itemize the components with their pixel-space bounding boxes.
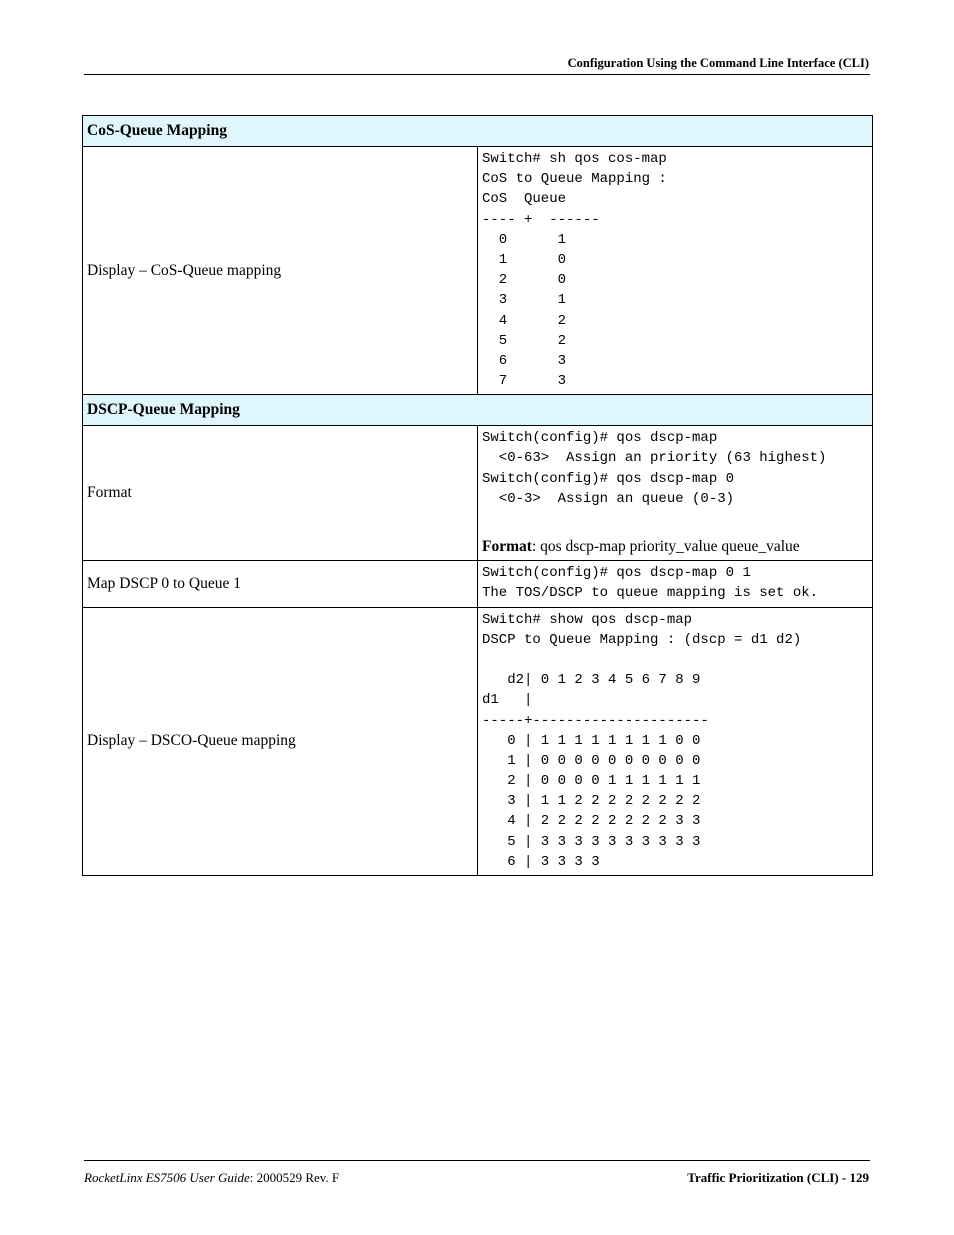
table-row-map bbox=[83, 561, 873, 607]
cli-reference-table bbox=[82, 115, 873, 876]
code-line bbox=[482, 509, 868, 529]
row-label-cos-display: Display – CoS-Queue mapping bbox=[83, 147, 478, 395]
code-line: 3 | 1 1 2 2 2 2 2 2 2 2 bbox=[482, 793, 701, 810]
format-syntax-text: : qos dscp-map priority_value queue_value bbox=[531, 538, 800, 556]
table-row-cos-display bbox=[83, 147, 873, 395]
footer-document-info bbox=[84, 1170, 339, 1186]
format-syntax bbox=[482, 537, 868, 557]
code-line: Switch(config)# qos dscp-map 0 bbox=[482, 470, 735, 487]
code-line: 5 | 3 3 3 3 3 3 3 3 3 3 bbox=[482, 833, 701, 850]
footer-divider bbox=[84, 1160, 870, 1161]
row-label-map: Map DSCP 0 to Queue 1 bbox=[83, 561, 478, 607]
code-line: 0 1 bbox=[482, 231, 567, 248]
code-line: CoS to Queue Mapping : bbox=[482, 171, 667, 188]
table-row-dscp-display bbox=[83, 607, 873, 875]
code-line: The TOS/DSCP to queue mapping is set ok. bbox=[482, 585, 819, 602]
code-line: 1 | 0 0 0 0 0 0 0 0 0 0 bbox=[482, 752, 701, 769]
header-divider bbox=[84, 74, 870, 75]
code-line: Switch(config)# qos dscp-map 0 1 bbox=[482, 565, 751, 582]
code-line: <0-3> Assign an queue (0-3) bbox=[482, 490, 735, 507]
code-line: DSCP to Queue Mapping : (dscp = d1 d2) bbox=[482, 631, 802, 648]
code-line: 0 | 1 1 1 1 1 1 1 1 0 0 bbox=[482, 732, 701, 749]
code-line: Switch(config)# qos dscp-map bbox=[482, 430, 718, 447]
section-row-dscp bbox=[83, 395, 873, 426]
footer-revision: : 2000529 Rev. F bbox=[249, 1170, 340, 1185]
code-line: 2 0 bbox=[482, 272, 567, 289]
code-line: 6 | 3 3 3 3 bbox=[482, 853, 600, 870]
row-label-dscp-display: Display – DSCO-Queue mapping bbox=[83, 607, 478, 875]
code-line: CoS Queue bbox=[482, 191, 567, 208]
code-line: d2| 0 1 2 3 4 5 6 7 8 9 bbox=[482, 672, 701, 689]
code-block-format bbox=[478, 426, 873, 561]
format-syntax-label: Format bbox=[482, 538, 532, 556]
code-block-cos-display bbox=[478, 147, 873, 395]
code-line: 4 2 bbox=[482, 312, 567, 329]
code-line: -----+--------------------- bbox=[482, 712, 709, 729]
code-line bbox=[482, 650, 868, 670]
table-row-format bbox=[83, 426, 873, 561]
code-line: 5 2 bbox=[482, 332, 567, 349]
page-header-title: Configuration Using the Command Line Interface (CLI) bbox=[567, 56, 869, 70]
code-line: d1 | bbox=[482, 692, 533, 709]
code-block-map bbox=[478, 561, 873, 607]
code-line: Switch# sh qos cos-map bbox=[482, 151, 667, 167]
footer-guide-title: RocketLinx ES7506 User Guide bbox=[84, 1170, 250, 1185]
code-line: 2 | 0 0 0 0 1 1 1 1 1 1 bbox=[482, 773, 701, 790]
code-line: 6 3 bbox=[482, 352, 567, 369]
code-line: 3 1 bbox=[482, 292, 567, 309]
code-line: 7 3 bbox=[482, 373, 567, 390]
code-block-dscp-display bbox=[478, 607, 873, 875]
code-line: 4 | 2 2 2 2 2 2 2 2 3 3 bbox=[482, 813, 701, 830]
footer-page-label: Traffic Prioritization (CLI) - 129 bbox=[687, 1170, 869, 1185]
row-label-format: Format bbox=[83, 426, 478, 561]
section-heading-dscp: DSCP-Queue Mapping bbox=[83, 395, 873, 426]
code-line: <0-63> Assign an priority (63 highest) bbox=[482, 450, 827, 467]
section-heading-cos: CoS-Queue Mapping bbox=[83, 116, 873, 147]
section-row-cos bbox=[83, 116, 873, 147]
code-line: ---- + ------ bbox=[482, 211, 600, 228]
code-line: 1 0 bbox=[482, 251, 567, 268]
code-line: Switch# show qos dscp-map bbox=[482, 611, 693, 628]
